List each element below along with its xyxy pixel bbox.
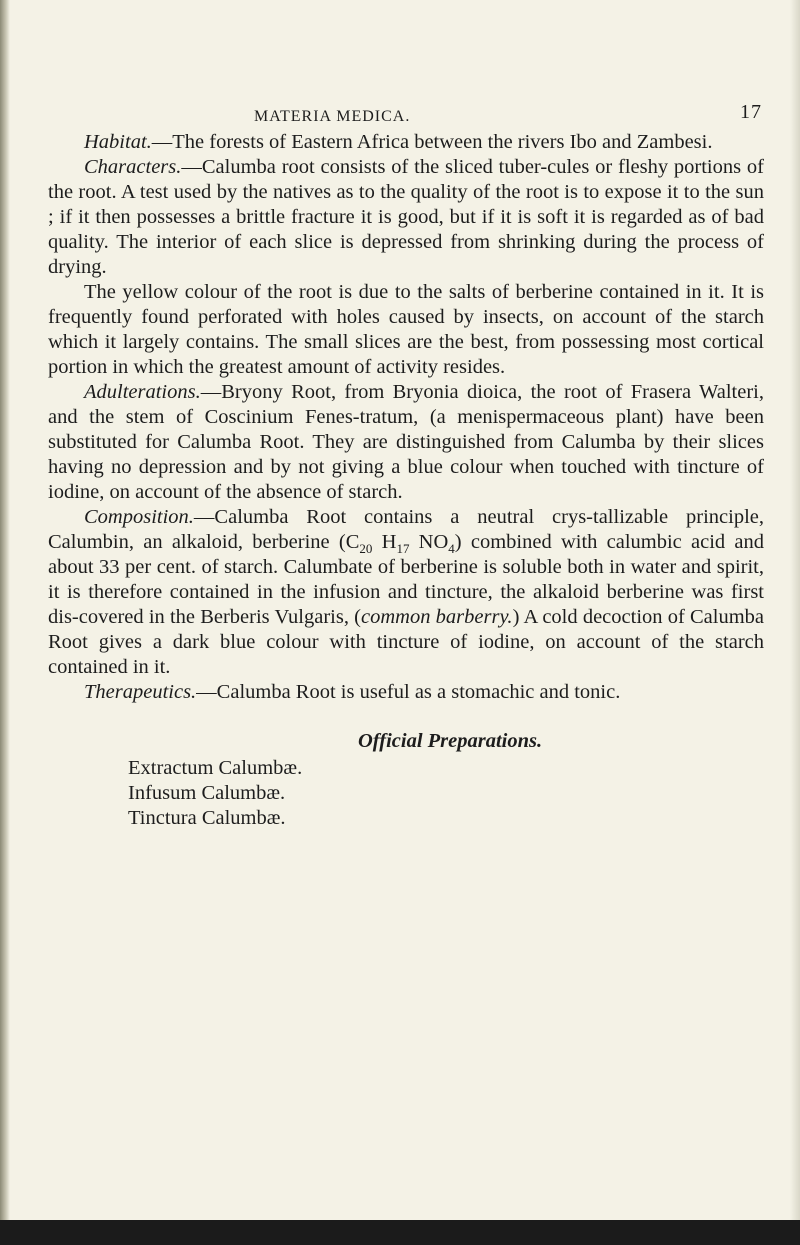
- habitat-heading: Habitat.: [84, 131, 152, 153]
- characters-paragraph: [48, 155, 764, 280]
- scan-bottom-edge: [0, 1220, 800, 1245]
- composition-heading: Composition.: [84, 506, 194, 528]
- hydrogen-symbol: H: [372, 531, 397, 553]
- carbon-subscript: 20: [359, 541, 373, 557]
- book-page: [48, 100, 764, 831]
- adulterations-heading: Adulterations.: [84, 381, 201, 403]
- page-number: 17: [740, 101, 762, 123]
- preparation-item: Extractum Calumbæ.: [128, 757, 303, 779]
- colour-paragraph: [48, 280, 764, 380]
- characters-heading: Characters.: [84, 156, 182, 178]
- page-edge-shadow: [790, 0, 800, 1245]
- composition-text-d: ) A cold decoction of Calumba Root gives a dark blue colour with tincture of iodine, on account of the starch contained in it.: [48, 606, 764, 678]
- composition-text-c: ) combined with calumbic acid and about 33 per cent. of starch. Calumbate of berberine is soluble both in water and spirit, it is therefore contained in the infusion and tincture, the alkaloid berberine was first dis-covered in the Berberis Vulgaris, (: [48, 531, 765, 628]
- composition-text-a: —Calumba Root contains a neutral crys-tallizable principle, Calumbin, an alkaloid, berberine (C: [48, 506, 764, 553]
- book-spine-shadow: [0, 0, 10, 1245]
- hydrogen-subscript: 17: [396, 541, 410, 557]
- composition-text-b: NO: [409, 531, 449, 553]
- official-preparations-heading: Official Preparations.: [358, 730, 543, 752]
- running-header: [48, 100, 764, 130]
- therapeutics-paragraph: [48, 680, 764, 705]
- oxygen-subscript: 4: [448, 541, 455, 557]
- characters-text: —Calumba root consists of the sliced tuber-cules or fleshy portions of the root. A test used by the natives as to the quality of the root is to expose it to the sun ; if it then possesses a brittle fracture it is good, but if it is soft it is regarded as of bad quality. The interior of each slice is depressed from shrinking during the process of drying.: [48, 156, 764, 278]
- adulterations-paragraph: [48, 380, 764, 505]
- preparation-item: Infusum Calumbæ.: [128, 782, 286, 804]
- running-title: MATERIA MEDICA.: [254, 108, 411, 125]
- habitat-text: —The forests of Eastern Africa between the rivers Ibo and Zambesi.: [151, 131, 713, 153]
- colour-text: The yellow colour of the root is due to the salts of berberine contained in it. It is frequently found perforated with holes caused by insects, on account of the starch which it largely contains. The small slices are the best, from possessing most cortical portion in which the greatest amount of activity resides.: [48, 281, 764, 378]
- preparation-item: Tinctura Calumbæ.: [128, 807, 286, 829]
- therapeutics-text: —Calumba Root is useful as a stomachic and tonic.: [196, 681, 621, 703]
- composition-paragraph: [48, 505, 764, 680]
- therapeutics-heading: Therapeutics.: [84, 681, 197, 703]
- common-barberry-italic: common barberry.: [361, 606, 513, 628]
- habitat-paragraph: [48, 130, 764, 155]
- adulterations-text: —Bryony Root, from Bryonia dioica, the root of Frasera Walteri, and the stem of Coscinium Fenes-tratum, (a menispermaceous plant) have been substituted for Calumba Root. They are distinguished from Calumba by their slices having no depression and by not giving a blue colour when touched with tincture of iodine, on account of the absence of starch.: [48, 381, 764, 503]
